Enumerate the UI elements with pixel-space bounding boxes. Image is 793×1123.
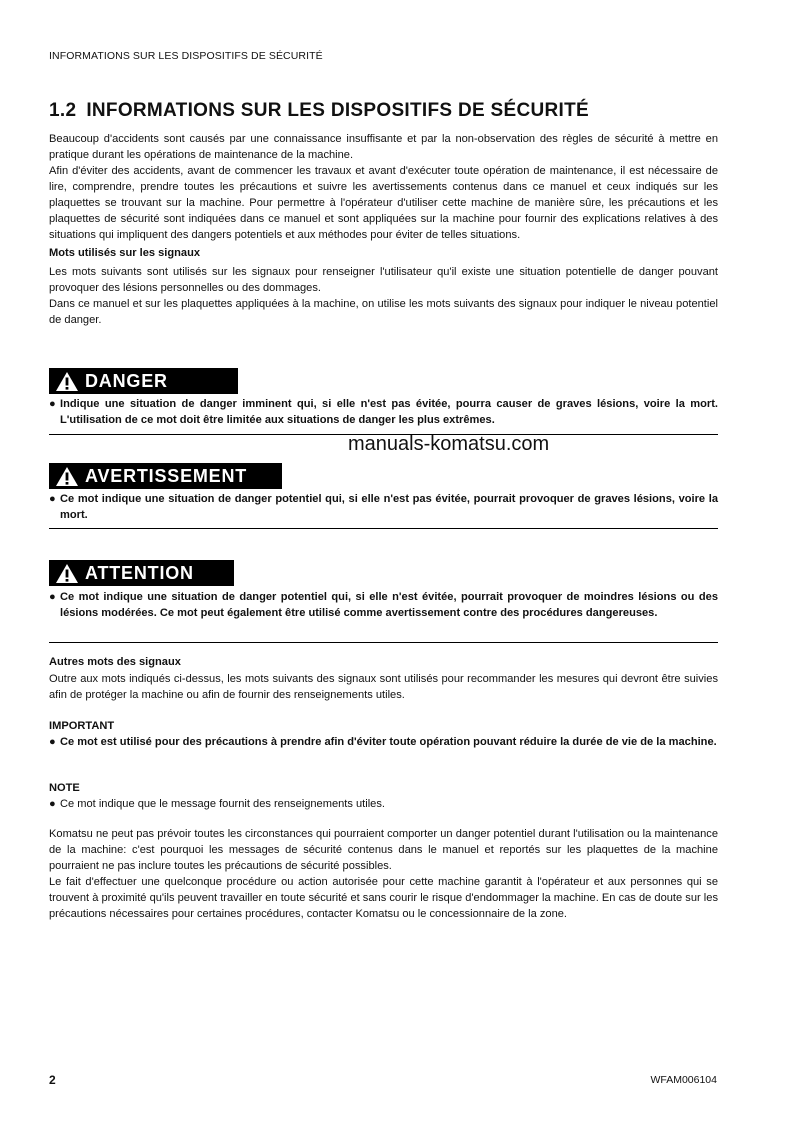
- warning-label-box: [49, 463, 282, 489]
- other-signals-text: Outre aux mots indiqués ci-dessus, les mots suivants des signaux sont utilisés pour recommander les mesures qui devront être suivies afin de protéger la machine ou afin de fournir des renseignements utiles.: [49, 673, 718, 701]
- caution-description: [49, 589, 718, 621]
- intro-paragraph-2: Afin d'éviter des accidents, avant de commencer les travaux et avant d'exécuter toute opération de maintenance, il est nécessaire de lire, comprendre, prendre toutes les précautions et suivre les avertissements contenus dans ce manuel et ceux indiqués sur les plaquettes se trouvant sur la machine. Pour permettre à l'opérateur d'utiliser cette machine de manière sûre, les précautions et les plaquettes de sécurité sont indiquées dans ce manuel et sont appliquées sur la machine pour fournir des explications relatives à des situations qui impliquent des dangers potentiels et aux méthodes pour éviter de telles situations.: [49, 165, 718, 241]
- bullet: ●: [49, 798, 56, 810]
- warning-text: Ce mot indique une situation de danger potentiel qui, si elle n'est pas évitée, pourrait provoquer de graves lésions, voire la mort.: [60, 493, 718, 521]
- danger-label: DANGER: [85, 370, 168, 391]
- warning-label: AVERTISSEMENT: [85, 465, 248, 486]
- closing-paragraph-1: Komatsu ne peut pas prévoir toutes les circonstances qui pourraient comporter un danger potentiel durant l'utilisation ou la maintenance de la machine: c'est pourquoi les messages de sécurité contenus dans le manuel et reportés sur les plaquettes de la machine pourraient ne pas inclure toutes les précautions de sécurité possibles.: [49, 828, 718, 872]
- watermark: manuals-komatsu.com: [348, 433, 550, 455]
- section-title: [49, 100, 589, 122]
- section-number: 1.2: [49, 100, 77, 121]
- important-text: Ce mot est utilisé pour des précautions à prendre afin d'éviter toute opération pouvant réduire la durée de vie de la machine.: [60, 736, 717, 748]
- important-section: [49, 718, 718, 750]
- note-heading: NOTE: [49, 782, 80, 794]
- bullet: ●: [49, 398, 56, 410]
- closing-paragraph-2: Le fait d'effectuer une quelconque procédure ou action autorisée pour cette machine garantit à l'opérateur et aux personnes qui se trouvent à proximité qu'ils peuvent travailler en toute sécurité et sans courir le risque d'endommager la machine. En cas de doute sur les précautions nécessaires pour certaines procédures, contacter Komatsu ou le concessionnaire de la zone.: [49, 876, 718, 920]
- page-number: 2: [49, 1073, 56, 1087]
- section-title-text: INFORMATIONS SUR LES DISPOSITIFS DE SÉCURITÉ: [86, 100, 589, 121]
- warning-triangle-icon: [55, 371, 79, 392]
- closing-text: [49, 826, 718, 922]
- danger-label-box: [49, 368, 238, 394]
- bullet: ●: [49, 493, 56, 505]
- other-signals-heading: Autres mots des signaux: [49, 656, 181, 668]
- warning-description: [49, 491, 718, 523]
- running-header: INFORMATIONS SUR LES DISPOSITIFS DE SÉCURITÉ: [49, 50, 323, 62]
- signal-words-paragraph-1: Les mots suivants sont utilisés sur les signaux pour renseigner l'utilisateur qu'il existe une situation potentielle de danger pouvant provoquer des lésions personnelles ou des dommages.: [49, 266, 718, 294]
- caution-label: ATTENTION: [85, 562, 194, 583]
- caution-text: Ce mot indique une situation de danger potentiel qui, si elle n'est évitée, pourrait provoquer de moindres lésions ou des lésions modérées. Ce mot peut également être utilisé comme avertissement contre des procédures dangereuses.: [60, 591, 718, 619]
- danger-text: Indique une situation de danger imminent qui, si elle n'est pas évitée, pourra causer de graves lésions, voire la mort. L'utilisation de ce mot doit être limitée aux situations de danger les plus extrêmes.: [60, 398, 718, 426]
- important-heading: IMPORTANT: [49, 720, 115, 732]
- document-code: WFAM006104: [650, 1074, 717, 1086]
- warning-triangle-icon: [55, 563, 79, 584]
- signal-words-paragraph-2: Dans ce manuel et sur les plaquettes appliquées à la machine, on utilise les mots suivants des signaux pour indiquer le niveau potentiel de danger.: [49, 298, 718, 326]
- intro-text: [49, 131, 718, 328]
- caution-label-box: [49, 560, 234, 586]
- note-text: Ce mot indique que le message fournit des renseignements utiles.: [60, 798, 385, 810]
- bullet: ●: [49, 591, 56, 603]
- danger-description: [49, 396, 718, 428]
- signal-words-heading: Mots utilisés sur les signaux: [49, 247, 201, 259]
- divider: [49, 528, 718, 529]
- bullet: ●: [49, 736, 56, 748]
- warning-triangle-icon: [55, 466, 79, 487]
- note-section: [49, 780, 718, 812]
- intro-paragraph-1: Beaucoup d'accidents sont causés par une connaissance insuffisante et par la non-observation des règles de sécurité à mettre en pratique durant les opérations de maintenance de la machine.: [49, 133, 718, 161]
- divider: [49, 642, 718, 643]
- other-signals-section: [49, 654, 718, 703]
